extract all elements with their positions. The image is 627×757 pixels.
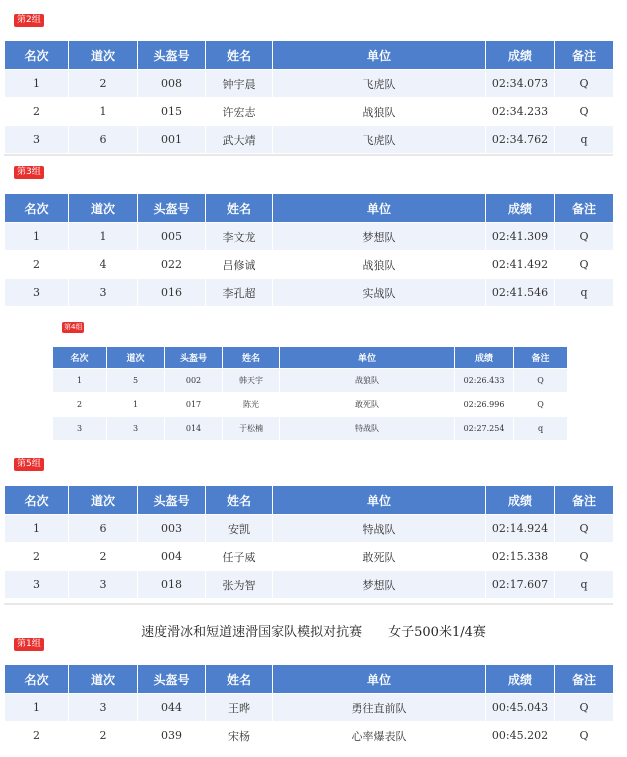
table-header-row xyxy=(5,665,614,694)
table-row: 2 2 039 宋杨 心率爆表队 00:45.202 Q xyxy=(5,722,614,750)
table-row: 2 1 015 许宏志 战狼队 02:34.233 Q xyxy=(5,98,614,126)
section-title xyxy=(0,621,627,640)
table-row: 2 1 017 陈光 敢死队 02:26.996 Q xyxy=(53,393,568,417)
results-table xyxy=(4,485,614,599)
header-helmet: 头盔号 xyxy=(165,347,223,369)
table-row: 3 3 016 李孔超 实战队 02:41.546 q xyxy=(5,279,614,307)
header-rank: 名次 xyxy=(5,486,69,515)
header-team: 单位 xyxy=(280,347,455,369)
header-name: 姓名 xyxy=(206,41,273,70)
results-table xyxy=(4,40,614,154)
header-team: 单位 xyxy=(273,665,486,694)
header-rank: 名次 xyxy=(5,194,69,223)
header-rank: 名次 xyxy=(5,41,69,70)
group-label: 第4组 xyxy=(64,323,83,331)
header-lane: 道次 xyxy=(69,41,138,70)
header-name: 姓名 xyxy=(206,194,273,223)
group-label: 第2组 xyxy=(14,14,44,27)
header-lane: 道次 xyxy=(69,665,138,694)
divider xyxy=(4,154,613,156)
header-team: 单位 xyxy=(273,194,486,223)
header-note: 备注 xyxy=(555,194,614,223)
results-table xyxy=(52,346,568,441)
header-name: 姓名 xyxy=(223,347,280,369)
table-row: 3 3 018 张为智 梦想队 02:17.607 q xyxy=(5,571,614,599)
header-team: 单位 xyxy=(273,486,486,515)
header-time: 成绩 xyxy=(486,194,555,223)
table-row: 3 3 014 于松楠 特战队 02:27.254 q xyxy=(53,417,568,441)
table-header-row xyxy=(5,194,614,223)
header-time: 成绩 xyxy=(486,41,555,70)
table-row: 3 6 001 武大靖 飞虎队 02:34.762 q xyxy=(5,126,614,154)
divider xyxy=(4,603,613,605)
header-helmet: 头盔号 xyxy=(138,194,206,223)
table-row: 2 2 004 任子威 敢死队 02:15.338 Q xyxy=(5,543,614,571)
header-lane: 道次 xyxy=(69,194,138,223)
header-name: 姓名 xyxy=(206,486,273,515)
table-row: 1 6 003 安凯 特战队 02:14.924 Q xyxy=(5,515,614,543)
group-label: 第1组 xyxy=(14,638,44,651)
header-name: 姓名 xyxy=(206,665,273,694)
header-note: 备注 xyxy=(555,486,614,515)
header-note: 备注 xyxy=(555,41,614,70)
header-team: 单位 xyxy=(273,41,486,70)
header-rank: 名次 xyxy=(53,347,107,369)
header-helmet: 头盔号 xyxy=(138,665,206,694)
category-title: 女子500米1/4赛 xyxy=(388,625,486,640)
header-rank: 名次 xyxy=(5,665,69,694)
results-table xyxy=(4,193,614,307)
group-label: 第3组 xyxy=(14,166,44,179)
results-table xyxy=(4,664,614,750)
table-row: 1 1 005 李文龙 梦想队 02:41.309 Q xyxy=(5,223,614,251)
header-helmet: 头盔号 xyxy=(138,41,206,70)
header-note: 备注 xyxy=(514,347,568,369)
header-time: 成绩 xyxy=(486,665,555,694)
header-time: 成绩 xyxy=(486,486,555,515)
header-note: 备注 xyxy=(555,665,614,694)
event-title: 速度滑冰和短道速滑国家队模拟对抗赛 xyxy=(141,625,363,640)
group-label: 第5组 xyxy=(14,458,44,471)
table-row: 2 4 022 吕修诚 战狼队 02:41.492 Q xyxy=(5,251,614,279)
header-lane: 道次 xyxy=(107,347,165,369)
table-header-row xyxy=(5,486,614,515)
table-row: 1 2 008 钟宇晨 飞虎队 02:34.073 Q xyxy=(5,70,614,98)
header-time: 成绩 xyxy=(455,347,514,369)
table-header-row xyxy=(53,347,568,369)
table-row: 1 5 002 韩天宇 战狼队 02:26.433 Q xyxy=(53,369,568,393)
header-helmet: 头盔号 xyxy=(138,486,206,515)
table-row: 1 3 044 王晔 勇往直前队 00:45.043 Q xyxy=(5,694,614,722)
header-lane: 道次 xyxy=(69,486,138,515)
table-header-row xyxy=(5,41,614,70)
